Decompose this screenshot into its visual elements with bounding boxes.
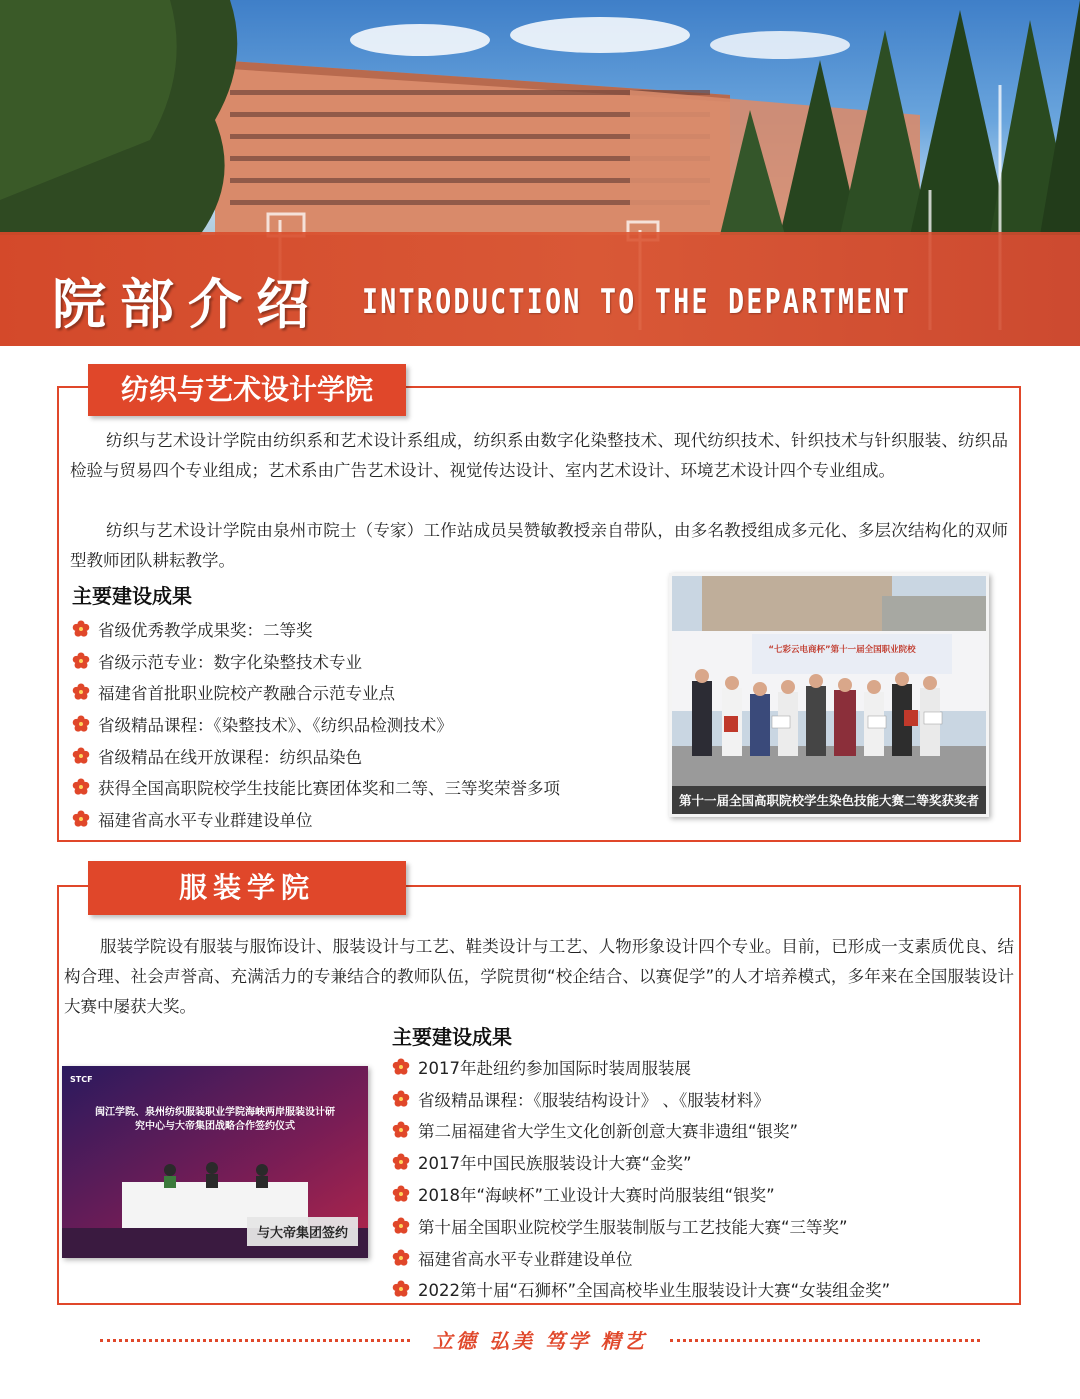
photo-caption: 与大帝集团签约: [247, 1217, 358, 1246]
page-title: 院部介绍: [52, 273, 324, 336]
award-group-photo-image: [672, 576, 986, 814]
list-item: 省级优秀教学成果奖：二等奖: [72, 613, 632, 645]
hero-banner: [0, 0, 1080, 346]
list-item: 2017年中国民族服装设计大赛“金奖”: [392, 1146, 1012, 1178]
plum-flower-icon: [72, 683, 90, 701]
plum-flower-icon: [72, 652, 90, 670]
list-item: 福建省高水平专业群建设单位: [72, 803, 632, 835]
list-item: 省级精品课程：《服装结构设计》 、《服装材料》: [392, 1083, 1012, 1115]
section2-achievements-list: [392, 1051, 1012, 1305]
section2-paragraph: 服装学院设有服装与服饰设计、服装设计与工艺、鞋类设计与工艺、人物形象设计四个专业。目前，已形成一支素质优良、结构合理、社会声誉高、充满活力的专兼结合的教师队伍，学院贯彻“校企结合、以赛促学”的人才培养模式，多年来在全国服装设计大赛中屡获大奖。: [64, 937, 1014, 1016]
plum-flower-icon: [392, 1280, 410, 1298]
plum-flower-icon: [72, 620, 90, 638]
list-item: 第十届全国职业院校学生服装制版与工艺技能大赛“三等奖”: [392, 1210, 1012, 1242]
plum-flower-icon: [392, 1217, 410, 1235]
list-item: 省级示范专业：数字化染整技术专业: [72, 645, 632, 677]
plum-flower-icon: [392, 1090, 410, 1108]
page-subtitle-en: INTRODUCTION TO THE DEPARTMENT: [362, 282, 912, 322]
section2-achievements-heading: 主要建设成果: [392, 1025, 512, 1049]
list-item: 福建省高水平专业群建设单位: [392, 1242, 1012, 1274]
list-item: 福建省首批职业院校产教融合示范专业点: [72, 676, 632, 708]
list-item: 省级精品课程：《染整技术》、《纺织品检测技术》: [72, 708, 632, 740]
award-winners-group: [692, 669, 942, 756]
photo-caption: 第十一届全国高职院校学生染色技能大赛二等奖获奖者: [672, 786, 986, 814]
list-item: 2017年赴纽约参加国际时装周服装展: [392, 1051, 1012, 1083]
list-item: 2022第十届“石狮杯”全国高校毕业生服装设计大赛“女装组金奖”: [392, 1274, 1012, 1306]
signing-ceremony-photo: [62, 1066, 368, 1258]
list-item: 2018年“海峡杯”工业设计大赛时尚服装组“银奖”: [392, 1178, 1012, 1210]
footer-dotted-line-right: [670, 1339, 980, 1342]
section-textile-art-title: 纺织与艺术设计学院: [88, 364, 406, 416]
list-item: 省级精品在线开放课程：纺织品染色: [72, 740, 632, 772]
footer-dotted-line-left: [100, 1339, 410, 1342]
footer-motto: 立德 弘美 笃学 精艺: [433, 1329, 647, 1353]
stcf-logo-text: STCF: [70, 1075, 93, 1084]
photo-banner-text: “七彩云电商杯”第十一届全国职业院校: [768, 645, 916, 655]
award-winners-photo: [669, 573, 989, 817]
plum-flower-icon: [392, 1249, 410, 1267]
list-item: 第二届福建省大学生文化创新创意大赛非遗组“银奖”: [392, 1115, 1012, 1147]
plum-flower-icon: [72, 810, 90, 828]
plum-flower-icon: [72, 715, 90, 733]
plum-flower-icon: [392, 1121, 410, 1139]
stage-banner-text: 闽江学院、泉州纺织服装职业学院海峡两岸服装设计研究中心与大帝集团战略合作签约仪式: [95, 1107, 335, 1132]
plum-flower-icon: [392, 1153, 410, 1171]
section1-paragraph-2: 纺织与艺术设计学院由泉州市院士（专家）工作站成员吴赞敏教授亲自带队，由多名教授组成多元化、多层次结构化的双师型教师团队耕耘教学。: [70, 521, 1008, 570]
section1-achievements-list: [72, 613, 632, 835]
list-item: 获得全国高职院校学生技能比赛团体奖和二等、三等奖荣誉多项: [72, 771, 632, 803]
plum-flower-icon: [72, 778, 90, 796]
section-fashion-title: 服装学院: [88, 861, 406, 915]
section1-paragraph-1: 纺织与艺术设计学院由纺织系和艺术设计系组成，纺织系由数字化染整技术、现代纺织技术、针织技术与针织服装、纺织品检验与贸易四个专业组成；艺术系由广告艺术设计、视觉传达设计、室内艺术设计、环境艺术设计四个专业组成。: [70, 431, 1008, 480]
section1-achievements-heading: 主要建设成果: [72, 584, 192, 608]
plum-flower-icon: [392, 1058, 410, 1076]
plum-flower-icon: [392, 1185, 410, 1203]
plum-flower-icon: [72, 747, 90, 765]
